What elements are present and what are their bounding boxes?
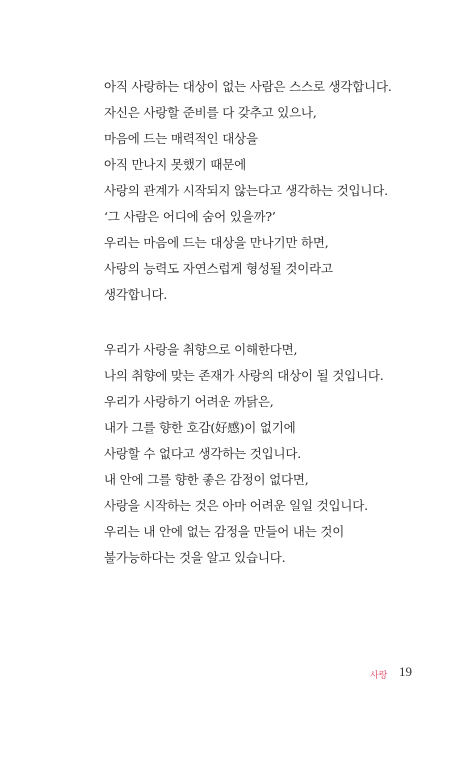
text-line: 사랑을 시작하는 것은 아마 어려운 일일 것입니다. xyxy=(104,498,368,513)
text-line: 생각합니다. xyxy=(104,287,168,302)
text-line: 내가 그를 향한 호감(好感)이 없기에 xyxy=(104,420,296,435)
text-line: 우리가 사랑을 취향으로 이해한다면, xyxy=(104,342,298,357)
text-line: 자신은 사랑할 준비를 다 갖추고 있으나, xyxy=(104,105,317,120)
text-line: 아직 만나지 못했기 때문에 xyxy=(104,157,246,172)
text-line: 사랑의 관계가 시작되지 않는다고 생각하는 것입니다. xyxy=(104,183,388,198)
text-line: 우리는 마음에 드는 대상을 만나기만 하면, xyxy=(104,235,329,250)
text-line: 마음에 드는 매력적인 대상을 xyxy=(104,131,258,146)
page-number: 19 xyxy=(399,664,412,679)
running-head: 사랑 xyxy=(370,671,388,681)
text-line: 아직 사랑하는 대상이 없는 사람은 스스로 생각합니다. xyxy=(104,79,392,94)
text-line: 나의 취향에 맞는 존재가 사랑의 대상이 될 것입니다. xyxy=(104,368,384,383)
text-line: ‘그 사람은 어디에 숨어 있을까?’ xyxy=(104,209,276,224)
text-line: 불가능하다는 것을 알고 있습니다. xyxy=(104,550,286,565)
text-line: 사랑할 수 없다고 생각하는 것입니다. xyxy=(104,446,301,461)
text-line: 우리가 사랑하기 어려운 까닭은, xyxy=(104,394,274,409)
text-line: 우리는 내 안에 없는 감정을 만들어 내는 것이 xyxy=(104,524,345,539)
text-line: 내 안에 그를 향한 좋은 감정이 없다면, xyxy=(104,472,309,487)
page-footer xyxy=(370,664,430,684)
text-line: 사랑의 능력도 자연스럽게 형성될 것이라고 xyxy=(104,261,333,276)
